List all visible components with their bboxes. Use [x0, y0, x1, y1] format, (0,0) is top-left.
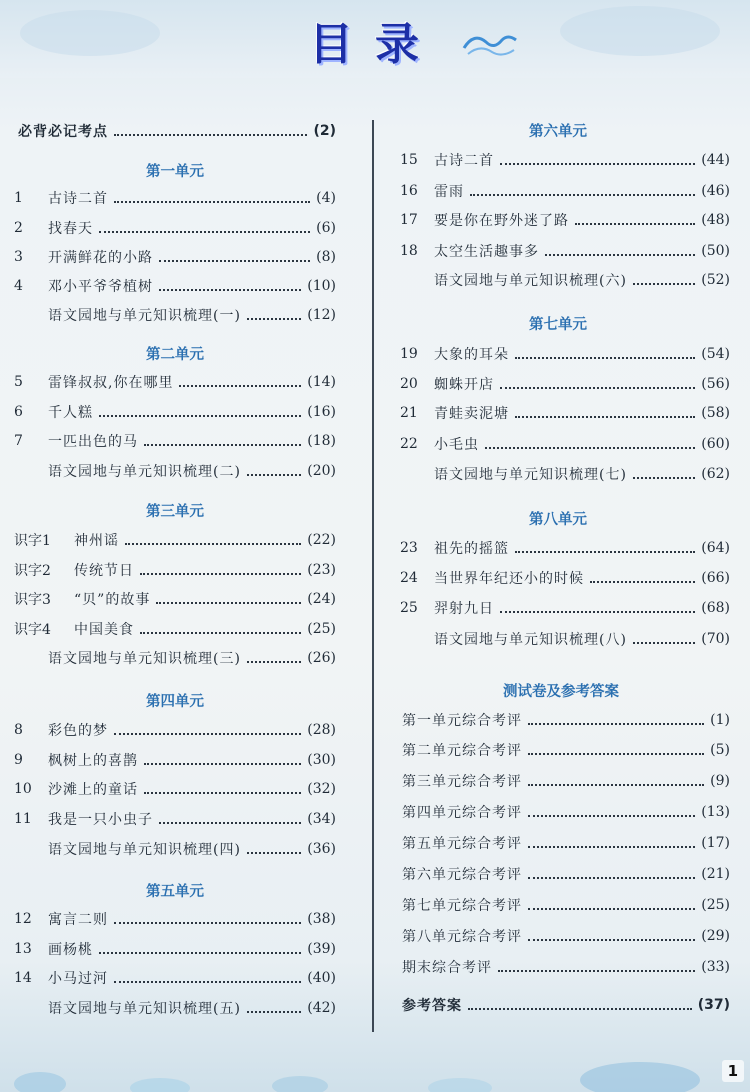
toc-entry-title: 第八单元综合考评 [402, 929, 522, 945]
toc-entry-title: 当世界年纪还小的时候 [434, 571, 584, 587]
unit-heading: 第二单元 [146, 347, 204, 363]
toc-entry[interactable] [14, 808, 336, 830]
leader-dots [99, 229, 310, 233]
leader-dots [528, 813, 695, 817]
toc-entry-title: 羿射九日 [434, 601, 494, 617]
toc-entry-page: (6) [316, 220, 336, 236]
toc-entry-page: (18) [307, 433, 336, 449]
toc-entry-page: (2) [313, 123, 336, 139]
toc-entry-title: 祖先的摇篮 [434, 541, 509, 557]
toc-entry-number: 1 [14, 190, 23, 206]
toc-entry-page: (10) [307, 278, 336, 294]
leader-dots [247, 316, 301, 320]
toc-entry-title: 太空生活趣事多 [434, 244, 539, 260]
toc-entry-number: 5 [14, 374, 23, 390]
toc-entry-title: 第七单元综合考评 [402, 898, 522, 914]
leader-dots [99, 950, 301, 954]
toc-entry-page: (68) [701, 600, 730, 616]
toc-entry-page: (25) [701, 897, 730, 913]
toc-entry-title: 大象的耳朵 [434, 347, 509, 363]
toc-entry-page: (38) [307, 911, 336, 927]
unit-heading: 第八单元 [529, 512, 587, 528]
toc-entry[interactable] [14, 838, 336, 860]
test-entry[interactable] [402, 739, 730, 761]
unit-heading: 第六单元 [529, 124, 587, 140]
toc-entry[interactable] [400, 433, 730, 455]
toc-entry-title: 语文园地与单元知识梳理(七) [434, 467, 627, 483]
toc-entry-number: 24 [400, 570, 418, 586]
toc-entry-page: (50) [701, 243, 730, 259]
toc-entry-title: “贝”的故事 [74, 592, 151, 608]
toc-entry-number: 14 [14, 970, 32, 986]
leader-dots [247, 472, 301, 476]
leader-dots [114, 132, 307, 136]
toc-entry-title: 彩色的梦 [48, 723, 108, 739]
toc-entry[interactable] [400, 209, 730, 231]
leader-dots [468, 1006, 692, 1010]
toc-entry-page: (23) [307, 562, 336, 578]
toc-entry-number: 21 [400, 405, 418, 421]
toc-entry-number: 识字1 [14, 533, 51, 549]
toc-entry-title: 第四单元综合考评 [402, 805, 522, 821]
toc-entry[interactable] [14, 778, 336, 800]
toc-entry[interactable] [14, 187, 336, 209]
leader-dots [247, 1009, 301, 1013]
toc-entry-title: 第六单元综合考评 [402, 867, 522, 883]
toc-entry[interactable] [400, 402, 730, 424]
toc-entry-title: 古诗二首 [48, 191, 108, 207]
toc-entry-page: (56) [701, 376, 730, 392]
toc-entry-page: (70) [701, 631, 730, 647]
test-entry[interactable] [402, 709, 730, 731]
toc-entry-title: 参考答案 [402, 998, 462, 1014]
toc-entry-title: 青蛙卖泥塘 [434, 406, 509, 422]
toc-entry[interactable] [14, 401, 336, 423]
toc-entry[interactable] [14, 217, 336, 239]
leader-dots [125, 541, 301, 545]
toc-entry-title: 沙滩上的童话 [48, 782, 138, 798]
toc-entry[interactable] [14, 938, 336, 960]
toc-entry-title: 传统节日 [74, 563, 134, 579]
leader-dots [515, 549, 695, 553]
toc-entry-title: 第五单元综合考评 [402, 836, 522, 852]
toc-entry-number: 9 [14, 752, 23, 768]
toc-entry-key-points[interactable] [18, 120, 336, 142]
page-title: 目录 [309, 19, 441, 70]
toc-entry[interactable] [400, 343, 730, 365]
leader-dots [470, 192, 695, 196]
toc-entry-title: 枫树上的喜鹊 [48, 753, 138, 769]
toc-entry-page: (24) [307, 591, 336, 607]
toc-entry-page: (58) [701, 405, 730, 421]
toc-entry[interactable] [14, 588, 336, 610]
leader-dots [545, 252, 695, 256]
toc-entry[interactable] [400, 373, 730, 395]
test-entry[interactable] [402, 801, 730, 823]
toc-entry-title: 语文园地与单元知识梳理(五) [48, 1001, 241, 1017]
toc-entry-page: (42) [307, 1000, 336, 1016]
toc-entry-title: 语文园地与单元知识梳理(六) [434, 273, 627, 289]
leader-dots [99, 413, 301, 417]
toc-entry-page: (44) [701, 152, 730, 168]
toc-entry-title: 要是你在野外迷了路 [434, 213, 569, 229]
toc-entry-title: 古诗二首 [434, 153, 494, 169]
toc-entry[interactable] [400, 149, 730, 171]
leader-dots [515, 414, 695, 418]
toc-entry-page: (54) [701, 346, 730, 362]
toc-entry[interactable] [14, 749, 336, 771]
toc-entry-title: 第一单元综合考评 [402, 713, 522, 729]
toc-entry-number: 6 [14, 404, 23, 420]
toc-entry-page: (5) [710, 742, 730, 758]
toc-entry-number: 识字3 [14, 592, 51, 608]
leader-dots [144, 790, 301, 794]
toc-entry-number: 25 [400, 600, 418, 616]
toc-entry[interactable] [14, 559, 336, 581]
toc-entry-title: 语文园地与单元知识梳理(一) [48, 308, 241, 324]
toc-entry-page: (60) [701, 436, 730, 452]
toc-entry[interactable] [14, 997, 336, 1019]
leader-dots [500, 161, 695, 165]
toc-entry-title: 小毛虫 [434, 437, 479, 453]
toc-entry[interactable] [14, 647, 336, 669]
toc-entry-number: 2 [14, 220, 23, 236]
test-entry[interactable] [402, 832, 730, 854]
leader-dots [247, 850, 301, 854]
toc-entry-page: (39) [307, 941, 336, 957]
toc-entry-page: (25) [307, 621, 336, 637]
toc-entry-title: 小马过河 [48, 971, 108, 987]
toc-entry[interactable] [400, 567, 730, 589]
toc-entry-number: 20 [400, 376, 418, 392]
toc-entry[interactable] [14, 275, 336, 297]
toc-entry[interactable] [400, 463, 730, 485]
toc-entry-number: 13 [14, 941, 32, 957]
toc-entry-title: 必背必记考点 [18, 124, 108, 140]
unit-heading: 第四单元 [146, 694, 204, 710]
leader-dots [633, 475, 695, 479]
toc-entry-page: (62) [701, 466, 730, 482]
toc-entry-number: 16 [400, 183, 418, 199]
toc-entry-title: 我是一只小虫子 [48, 812, 153, 828]
leader-dots [144, 761, 301, 765]
toc-entry-page: (9) [710, 773, 730, 789]
toc-entry-page: (66) [701, 570, 730, 586]
toc-entry-page: (52) [701, 272, 730, 288]
column-divider [372, 120, 374, 1032]
toc-entry[interactable] [400, 240, 730, 262]
toc-entry-page: (1) [710, 712, 730, 728]
toc-entry[interactable] [14, 529, 336, 551]
toc-entry-title: 神州谣 [74, 533, 119, 549]
toc-entry-page: (34) [307, 811, 336, 827]
leader-dots [528, 782, 704, 786]
toc-entry-page: (36) [307, 841, 336, 857]
toc-entry-title: 邓小平爷爷植树 [48, 279, 153, 295]
unit-heading: 第一单元 [146, 164, 204, 180]
toc-entry[interactable] [400, 180, 730, 202]
leader-dots [485, 445, 695, 449]
leader-dots [114, 731, 301, 735]
toc-entry[interactable] [14, 304, 336, 326]
toc-entry-title: 语文园地与单元知识梳理(四) [48, 842, 241, 858]
leader-dots [498, 968, 695, 972]
toc-entry-page: (8) [316, 249, 336, 265]
toc-entry-page: (64) [701, 540, 730, 556]
leader-dots [159, 287, 301, 291]
toc-entry-title: 找春天 [48, 221, 93, 237]
toc-entry-page: (13) [701, 804, 730, 820]
toc-entry-page: (21) [701, 866, 730, 882]
toc-entry-title: 一匹出色的马 [48, 434, 138, 450]
leader-dots [114, 979, 301, 983]
toc-entry-page: (37) [697, 997, 730, 1013]
leader-dots [159, 258, 310, 262]
toc-entry-page: (22) [307, 532, 336, 548]
toc-entry-page: (30) [307, 752, 336, 768]
toc-entry-number: 17 [400, 212, 418, 228]
toc-entry-number: 12 [14, 911, 32, 927]
leader-dots [528, 844, 695, 848]
swirl-icon [460, 28, 520, 58]
toc-entry-title: 蜘蛛开店 [434, 377, 494, 393]
toc-entry-title: 第二单元综合考评 [402, 743, 522, 759]
toc-entry-page: (46) [701, 183, 730, 199]
toc-entry-title: 寓言二则 [48, 912, 108, 928]
test-entry[interactable] [402, 925, 730, 947]
toc-entry-title: 语文园地与单元知识梳理(八) [434, 632, 627, 648]
leader-dots [528, 751, 704, 755]
leader-dots [515, 355, 695, 359]
leader-dots [528, 906, 695, 910]
unit-heading: 第五单元 [146, 884, 204, 900]
toc-entry-number: 3 [14, 249, 23, 265]
toc-entry-number: 识字4 [14, 622, 51, 638]
page-number: 1 [722, 1060, 744, 1082]
toc-entry-title: 千人糕 [48, 405, 93, 421]
toc-entry-title: 语文园地与单元知识梳理(二) [48, 464, 241, 480]
leader-dots [633, 640, 695, 644]
toc-entry[interactable] [400, 537, 730, 559]
leader-dots [528, 721, 704, 725]
toc-entry[interactable] [14, 246, 336, 268]
toc-entry-number: 识字2 [14, 563, 51, 579]
toc-entry-page: (12) [307, 307, 336, 323]
toc-entry-answers[interactable] [402, 994, 730, 1016]
toc-entry[interactable] [14, 908, 336, 930]
leader-dots [528, 937, 695, 941]
toc-entry-page: (20) [307, 463, 336, 479]
toc-entry-title: 雷雨 [434, 184, 464, 200]
toc-entry-number: 8 [14, 722, 23, 738]
toc-entry[interactable] [14, 371, 336, 393]
toc-entry[interactable] [400, 597, 730, 619]
unit-heading: 第七单元 [529, 317, 587, 333]
toc-entry-page: (48) [701, 212, 730, 228]
leader-dots [575, 221, 695, 225]
flower-decoration [0, 1022, 750, 1092]
leader-dots [500, 609, 695, 613]
toc-entry[interactable] [400, 269, 730, 291]
toc-entry-page: (4) [316, 190, 336, 206]
leader-dots [590, 579, 695, 583]
toc-entry-title: 雷锋叔叔,你在哪里 [48, 375, 174, 391]
toc-entry-page: (26) [307, 650, 336, 666]
toc-entry-title: 中国美食 [74, 622, 134, 638]
leader-dots [140, 630, 301, 634]
leader-dots [179, 383, 301, 387]
toc-entry-title: 语文园地与单元知识梳理(三) [48, 651, 241, 667]
toc-entry-page: (40) [307, 970, 336, 986]
leader-dots [159, 820, 301, 824]
toc-entry-page: (14) [307, 374, 336, 390]
toc-entry-title: 画杨桃 [48, 942, 93, 958]
toc-entry[interactable] [14, 719, 336, 741]
toc-entry-page: (17) [701, 835, 730, 851]
toc-entry-number: 23 [400, 540, 418, 556]
unit-heading: 测试卷及参考答案 [503, 684, 619, 700]
toc-entry-number: 19 [400, 346, 418, 362]
toc-entry[interactable] [14, 460, 336, 482]
leader-dots [114, 199, 310, 203]
toc-entry-page: (28) [307, 722, 336, 738]
toc-entry-title: 开满鲜花的小路 [48, 250, 153, 266]
toc-entry-number: 4 [14, 278, 23, 294]
leader-dots [140, 571, 301, 575]
toc-entry-number: 22 [400, 436, 418, 452]
leader-dots [500, 385, 695, 389]
toc-entry[interactable] [14, 967, 336, 989]
leader-dots [144, 442, 301, 446]
toc-entry-number: 18 [400, 243, 418, 259]
leader-dots [528, 875, 695, 879]
unit-heading: 第三单元 [146, 504, 204, 520]
leader-dots [247, 659, 301, 663]
toc-entry[interactable] [400, 628, 730, 650]
test-entry[interactable] [402, 894, 730, 916]
toc-entry-number: 10 [14, 781, 32, 797]
toc-entry-title: 期末综合考评 [402, 960, 492, 976]
toc-entry[interactable] [14, 430, 336, 452]
test-entry[interactable] [402, 770, 730, 792]
toc-entry-number: 7 [14, 433, 23, 449]
test-entry[interactable] [402, 863, 730, 885]
leader-dots [633, 281, 695, 285]
toc-entry-number: 11 [14, 811, 32, 827]
leader-dots [156, 600, 301, 604]
toc-entry-page: (32) [307, 781, 336, 797]
leader-dots [114, 920, 301, 924]
toc-entry-title: 第三单元综合考评 [402, 774, 522, 790]
toc-entry-number: 15 [400, 152, 418, 168]
toc-entry-page: (16) [307, 404, 336, 420]
toc-entry[interactable] [14, 618, 336, 640]
toc-entry-page: (29) [701, 928, 730, 944]
test-entry[interactable] [402, 956, 730, 978]
toc-entry-page: (33) [701, 959, 730, 975]
